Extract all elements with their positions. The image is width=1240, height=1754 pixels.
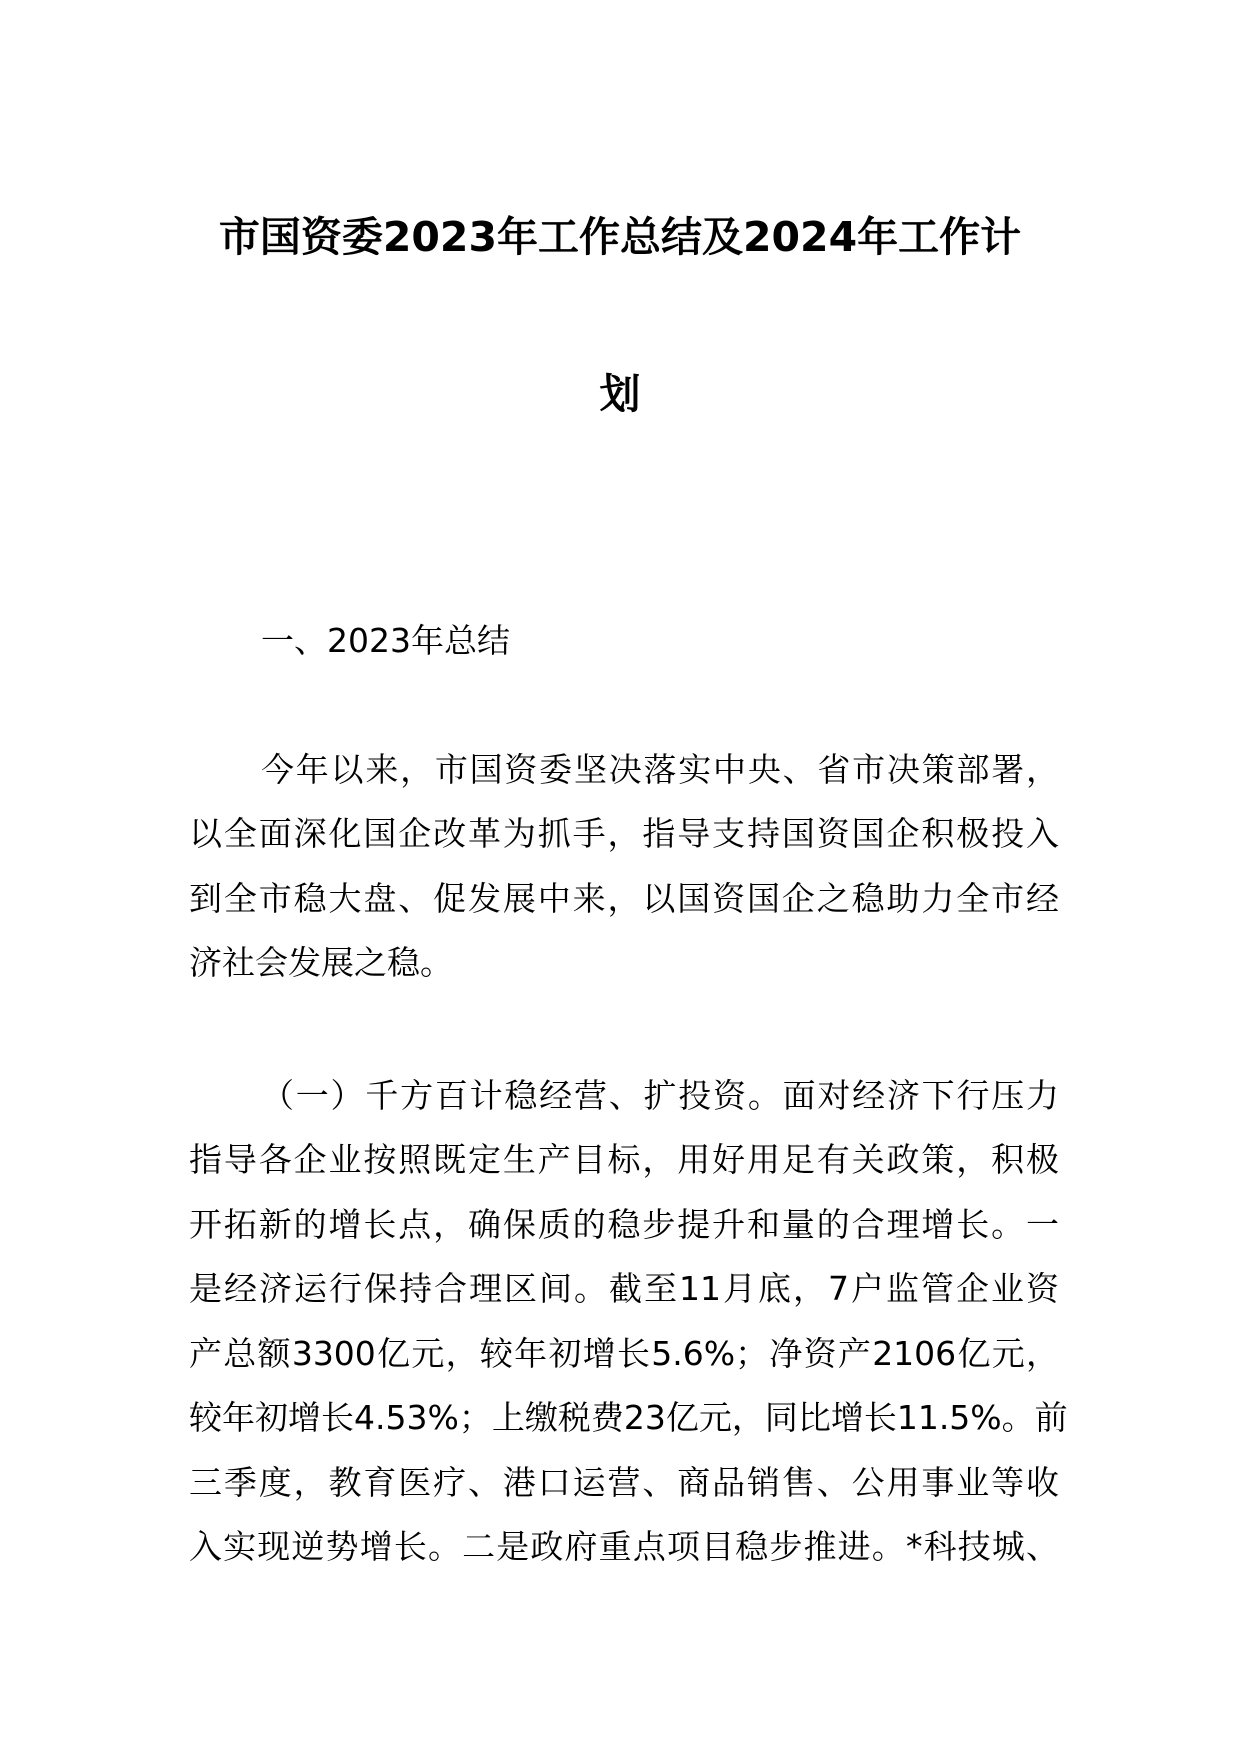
paragraph-line: 是经济运行保持合理区间。截至11月底，7户监管企业资 (189, 1269, 1059, 1308)
paragraph-line: 指导各企业按照既定生产目标，用好用足有关政策，积极 (189, 1140, 1059, 1179)
paragraph-line: 到全市稳大盘、促发展中来，以国资国企之稳助力全市经 (189, 879, 1059, 918)
paragraph-line: 三季度，教育医疗、港口运营、商品销售、公用事业等收 (189, 1463, 1059, 1502)
paragraph-line: 今年以来，市国资委坚决落实中央、省市决策部署， (261, 750, 1059, 789)
document-title-line-2: 划 (599, 370, 641, 418)
paragraph-line: 济社会发展之稳。 (189, 943, 453, 982)
paragraph-line: 开拓新的增长点，确保质的稳步提升和量的合理增长。一 (189, 1205, 1059, 1244)
paragraph-line: 以全面深化国企改革为抓手，指导支持国资国企积极投入 (189, 814, 1059, 853)
section-heading: 一、2023年总结 (261, 621, 510, 660)
paragraph-line: 入实现逆势增长。二是政府重点项目稳步推进。*科技城、 (189, 1527, 1059, 1566)
paragraph-line: 产总额3300亿元，较年初增长5.6%；净资产2106亿元， (189, 1334, 1059, 1373)
document-title-line-1: 市国资委2023年工作总结及2024年工作计 (218, 213, 1022, 261)
paragraph-line: （一）千方百计稳经营、扩投资。面对经济下行压力 (261, 1076, 1059, 1115)
paragraph-line: 较年初增长4.53%；上缴税费23亿元，同比增长11.5%。前 (189, 1398, 1068, 1437)
